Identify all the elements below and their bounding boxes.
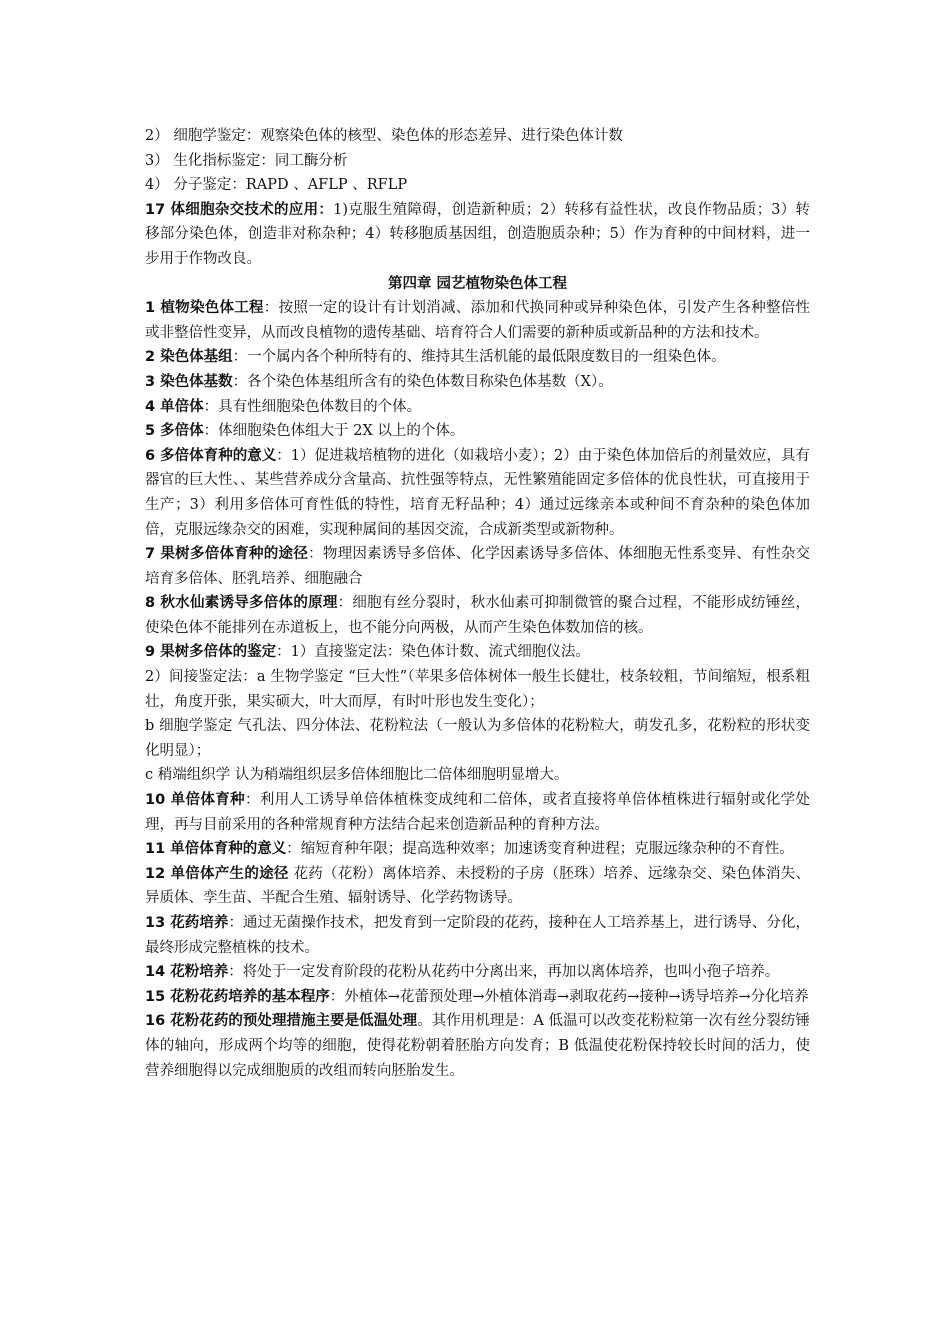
paragraph-haploid-breeding	[145, 788, 810, 837]
paragraph-text: 2） 细胞学鉴定：观察染色体的核型、染色体的形态差异、进行染色体计数	[145, 128, 623, 144]
paragraph-heading: 7 果树多倍体育种的途径	[145, 546, 309, 563]
paragraph-haploid-breeding-significance	[145, 837, 810, 862]
paragraph-heading: 14 花粉培养	[145, 964, 229, 981]
paragraph-heading: 11 单倍体育种的意义	[145, 841, 287, 858]
paragraph-heading: 12 单倍体产生的途径	[145, 865, 289, 882]
paragraph-text: ：通过无菌操作技术，把发育到一定阶段的花药，接种在人工培养基上，进行诱导、分化，最终形成完整植株的技术。	[145, 915, 810, 956]
paragraph-pollen-culture	[145, 960, 810, 985]
paragraph-somatic-hybridization	[145, 198, 810, 272]
paragraph-text: ：缩短育种年限；提高选种效率；加速诱变育种进程；克服远缘杂种的不育性。	[286, 841, 794, 858]
document-body	[145, 124, 810, 1083]
paragraph-text: ：具有性细胞染色体数目的个体。	[203, 398, 422, 415]
paragraph-text: 4） 分子鉴定：RAPD 、AFLP 、RFLP	[145, 177, 408, 194]
paragraph-cytological-identification	[145, 714, 810, 763]
paragraph-text: ：1）直接鉴定法：染色体计数、流式细胞仪法。	[276, 644, 590, 661]
paragraph-text: 花药（花粉）离体培养、未授粉的子房（胚珠）培养、远缘杂交、染色体消失、异质体、孪生苗、半配合生殖、辐射诱导、化学药物诱导。	[145, 865, 811, 907]
paragraph-polyploid-breeding-significance	[145, 444, 810, 542]
paragraph-text: ：将处于一定发育阶段的花粉从花药中分离出来，再加以离体培养，也叫小孢子培养。	[228, 964, 780, 981]
paragraph-heading: 10 单倍体育种	[145, 792, 245, 809]
paragraph-indirect-identification	[145, 665, 810, 714]
paragraph-basic-number	[145, 370, 810, 395]
paragraph-heading: 4 单倍体	[145, 398, 204, 415]
paragraph-heading: 3 染色体基数	[145, 373, 233, 390]
paragraph-text: 3） 生化指标鉴定：同工酶分析	[145, 152, 348, 169]
paragraph-shoot-tip-histology	[145, 763, 810, 788]
paragraph-text: b 细胞学鉴定 气孔法、四分体法、花粉粒法（一般认为多倍体的花粉粒大，萌发孔多，花粉粒的形状变化明显）；	[145, 718, 810, 759]
paragraph-biochemical-identification	[145, 149, 810, 174]
paragraph-polyploid-breeding-routes	[145, 542, 810, 591]
chapter-title: 第四章 园艺植物染色体工程	[387, 275, 568, 292]
paragraph-heading: 5 多倍体	[145, 423, 204, 440]
paragraph-anther-culture	[145, 911, 810, 960]
paragraph-text: ：1）促进栽培植物的进化（如栽培小麦）；2）由于染色体加倍后的剂量效应，具有器官的巨大性、、某些营养成分含量高、抗性强等特点，无性繁殖能固定多倍体的优良性状，可直接用于生产；3）利用多倍体可育性低的特性，培育无籽品种；4）通过远缘亲本或种间不育杂种的染色体加倍，克服远缘杂交的困难，实现种属间的基因交流，合成新类型或新物种。	[145, 447, 811, 538]
paragraph-polyploid-identification	[145, 640, 810, 665]
paragraph-text: 1)克服生殖障碍，创造新种质；2）转移有益性状，改良作物品质；3）转移部分染色体，创造非对称杂种；4）转移胞质基因组，创造胞质杂种；5）作为育种的中间材料，进一步用于作物改良。	[145, 201, 810, 267]
paragraph-colchicine-principle	[145, 591, 810, 640]
paragraph-text: ：各个染色体基组所含有的染色体数目称染色体基数（X）。	[232, 373, 613, 390]
paragraph-haploid	[145, 395, 810, 420]
paragraph-heading: 1 植物染色体工程	[145, 300, 264, 317]
paragraph-polyploid	[145, 419, 810, 444]
paragraph-genome	[145, 345, 810, 370]
paragraph-heading: 15 花粉花药培养的基本程序	[145, 988, 330, 1005]
paragraph-text: ：细胞有丝分裂时，秋水仙素可抑制微管的聚合过程，不能形成纺锤丝，使染色体不能排列在赤道板上，也不能分向两极，从而产生染色体数加倍的核。	[145, 595, 810, 636]
paragraph-heading: 9 果树多倍体的鉴定	[145, 644, 277, 661]
paragraph-text: c 稍端组织学 认为稍端组织层多倍体细胞比二倍体细胞明显增大。	[145, 767, 569, 784]
paragraph-haploid-routes	[145, 862, 810, 911]
paragraph-culture-procedure	[145, 985, 810, 1010]
paragraph-text: ：外植体→花蕾预处理→外植体消毒→剥取花药→接种→诱导培养→分化培养	[329, 988, 809, 1005]
paragraph-chromosome-engineering	[145, 296, 810, 345]
paragraph-heading: 6 多倍体育种的意义	[145, 447, 277, 464]
paragraph-heading: 13 花药培养	[145, 915, 229, 931]
paragraph-heading: 17 体细胞杂交技术的应用：	[145, 201, 334, 218]
paragraph-text: ：一个属内各个种所特有的、维持其生活机能的最低限度数目的一组染色体。	[232, 349, 726, 366]
paragraph-cytology-identification	[145, 124, 810, 149]
paragraph-heading: 16 花粉花药的预处理措施主要是低温处理	[145, 1013, 418, 1030]
paragraph-text: ：体细胞染色体组大于 2X 以上的个体。	[203, 423, 465, 440]
paragraph-text: ：按照一定的设计有计划消减、添加和代换同种或异种染色体，引发产生各种整倍性或非整倍性变异，从而改良植物的遗传基础、培育符合人们需要的新种质或新品种的方法和技术。	[145, 300, 810, 341]
paragraph-text: 2）间接鉴定法：a 生物学鉴定 “巨大性”（苹果多倍体树体一般生长健壮，枝条较粗，节间缩短，根系粗壮，角度开张，果实硕大，叶大而厚，有时叶形也发生变化）；	[145, 669, 810, 710]
paragraph-heading: 2 染色体基组	[145, 349, 233, 366]
paragraph-heading: 8 秋水仙素诱导多倍体的原理	[145, 595, 338, 612]
paragraph-pretreatment	[145, 1009, 810, 1083]
paragraph-text: ：利用人工诱导单倍体植株变成纯和二倍体，或者直接将单倍体植株进行辐射或化学处理，再与目前采用的各种常规育种方法结合起来创造新品种的育种方法。	[145, 792, 810, 833]
paragraph-text: ：物理因素诱导多倍体、化学因素诱导多倍体、体细胞无性系变异、有性杂交培育多倍体、胚乳培养、细胞融合	[145, 546, 811, 587]
paragraph-molecular-identification	[145, 173, 810, 198]
paragraph-text: 。其作用机理是：A 低温可以改变花粉粒第一次有丝分裂纺锤体的轴向，形成两个均等的细胞，使得花粉朝着胚胎方向发育；B 低温使花粉保持较长时间的活力，使营养细胞得以完成细胞质的改组而转向胚胎发生。	[145, 1013, 810, 1079]
